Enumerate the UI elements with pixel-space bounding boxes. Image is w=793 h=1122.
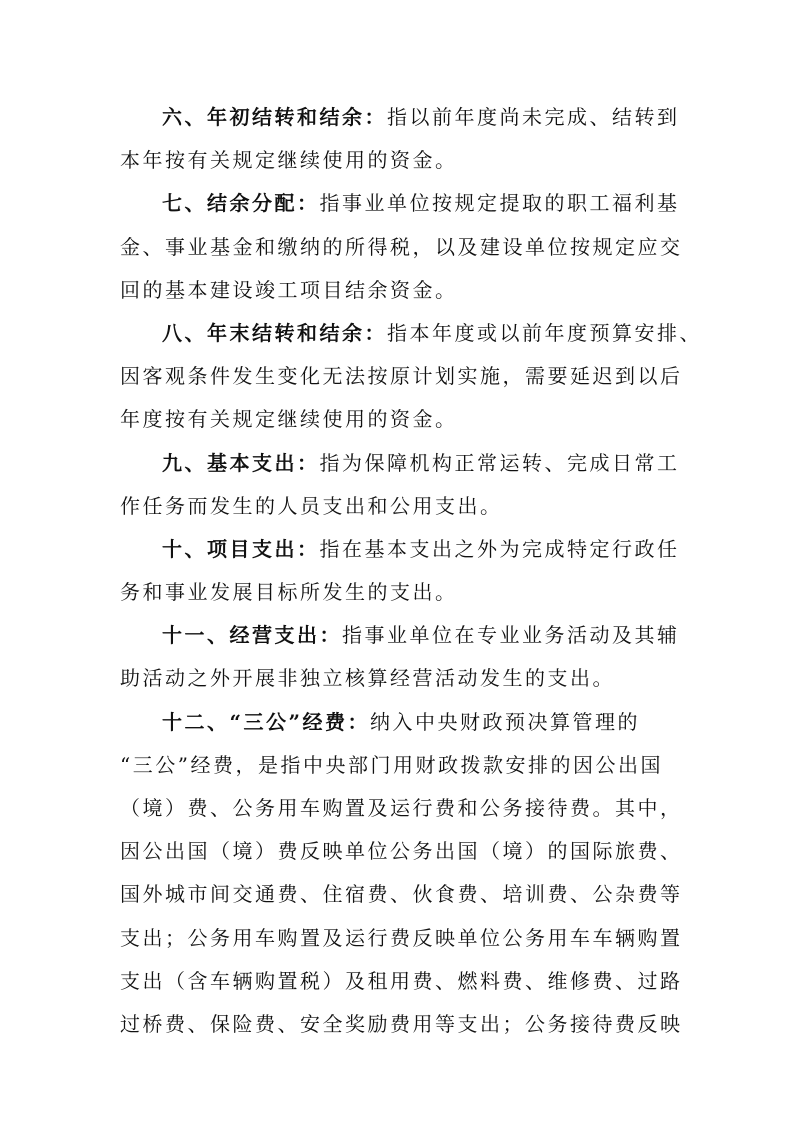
paragraph-line: 过桥费、保险费、安全奖励费用等支出；公务接待费反映 [120, 1011, 683, 1036]
term-heading: 七、结余分配： [162, 191, 320, 216]
paragraph-line [120, 528, 680, 571]
term-heading: 十二、“三公”经费： [162, 709, 371, 734]
term-heading: 十、项目支出： [162, 536, 320, 561]
paragraph-text: 指在基本支出之外为完成特定行政任 [319, 536, 680, 561]
paragraph-line [120, 701, 660, 744]
term-heading: 六、年初结转和结余： [162, 105, 387, 129]
paragraph-line: 务和事业发展目标所发生的支出。 [120, 580, 458, 605]
paragraph-line [120, 442, 680, 485]
paragraph-line: 年度按有关规定继续使用的资金。 [120, 407, 458, 432]
paragraph-line: （境）费、公务用车购置及运行费和公务接待费。其中， [120, 796, 683, 820]
paragraph-text: 纳入中央财政预决算管理的 [370, 709, 641, 734]
document-page [120, 96, 702, 1046]
paragraph-text: 指为保障机构正常运转、完成日常工 [319, 450, 680, 475]
paragraph-line: 支出（含车辆购置税）及租用费、燃料费、维修费、过路 [120, 968, 683, 993]
paragraph-line: 支出；公务用车购置及运行费反映单位公务用车车辆购置 [120, 925, 683, 950]
paragraph-line: 回的基本建设竣工项目结余资金。 [120, 277, 458, 302]
paragraph-line: 因客观条件发生变化无法按原计划实施，需要延迟到以后 [120, 364, 683, 389]
paragraph-line: “三公”经费，是指中央部门用财政拨款安排的因公出国 [120, 752, 663, 777]
paragraph-line [120, 614, 680, 657]
paragraph-text: 指事业单位在专业业务活动及其辅 [342, 623, 680, 648]
paragraph-text: 指本年度或以前年度预算安排、 [387, 320, 702, 345]
paragraph-line: 作任务而发生的人员支出和公用支出。 [120, 493, 503, 518]
paragraph-text: 指事业单位按规定提取的职工福利基 [319, 191, 680, 216]
paragraph-text: 指以前年度尚未完成、结转到 [387, 105, 680, 129]
paragraph-line [120, 312, 702, 355]
paragraph-line [120, 96, 680, 139]
paragraph-line: 本年按有关规定继续使用的资金。 [120, 148, 458, 173]
paragraph-line: 金、事业基金和缴纳的所得税，以及建设单位按规定应交 [120, 234, 683, 259]
term-heading: 九、基本支出： [162, 450, 320, 475]
paragraph-line: 国外城市间交通费、住宿费、伙食费、培训费、公杂费等 [120, 882, 683, 907]
term-heading: 八、年末结转和结余： [162, 320, 387, 345]
paragraph-line [120, 182, 680, 225]
term-heading: 十一、经营支出： [162, 623, 342, 648]
paragraph-line: 因公出国（境）费反映单位公务出国（境）的国际旅费、 [120, 839, 683, 864]
paragraph-line: 助活动之外开展非独立核算经营活动发生的支出。 [120, 666, 615, 691]
